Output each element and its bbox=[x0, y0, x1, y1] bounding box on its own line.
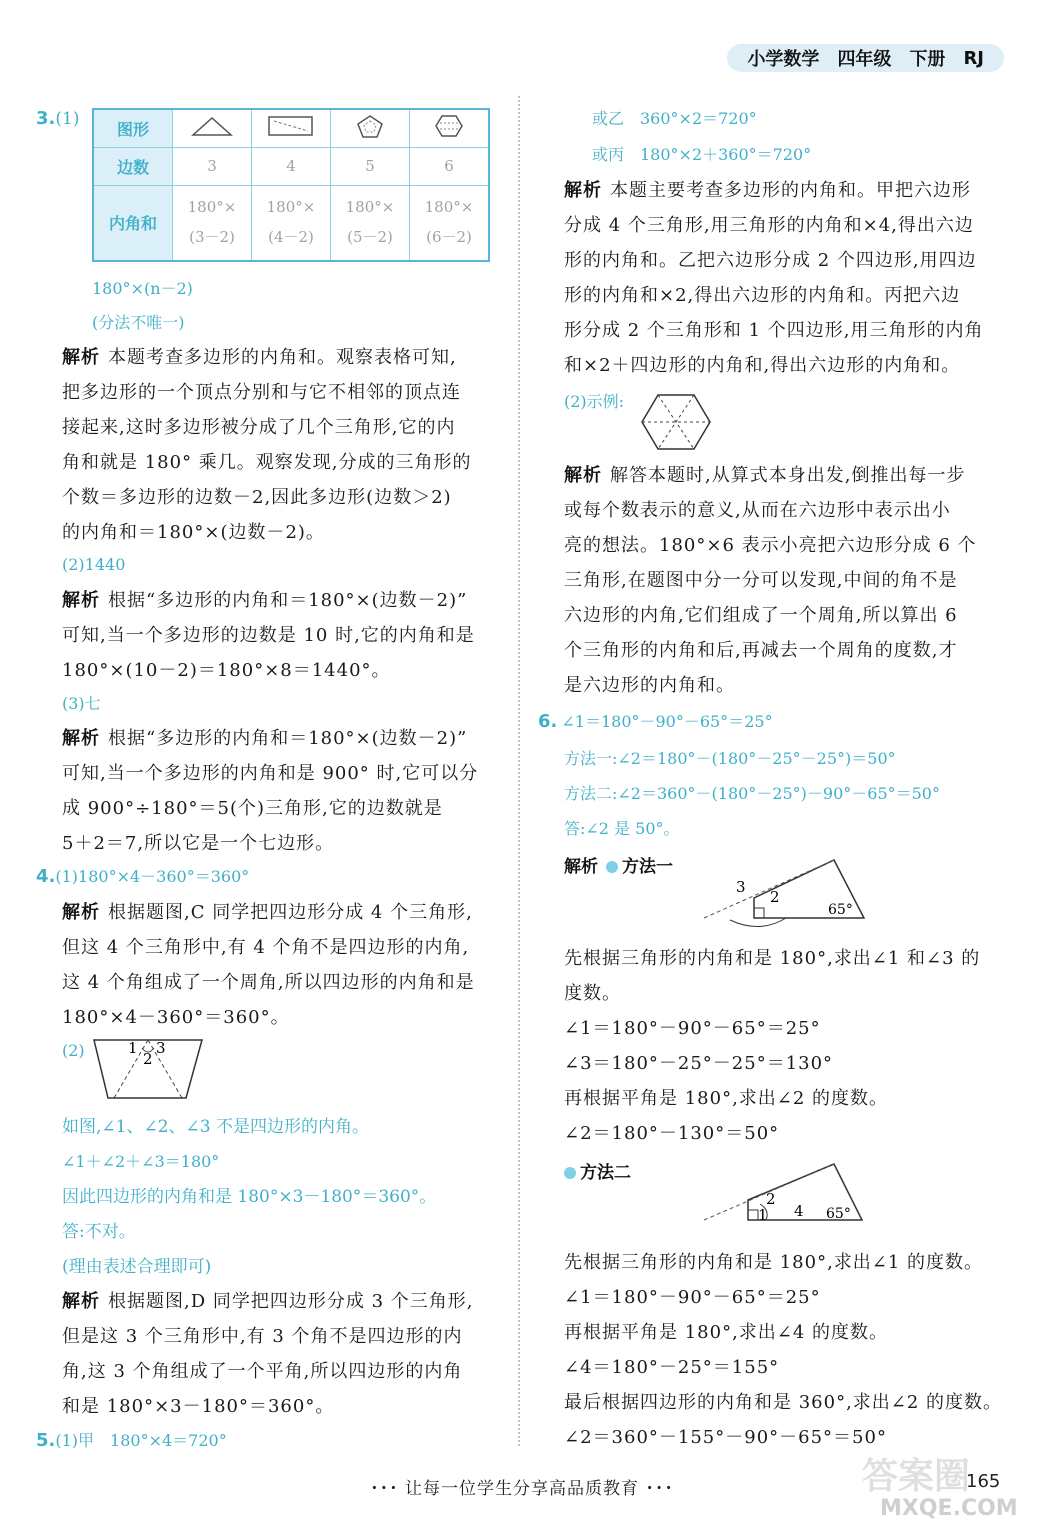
angle-label: 1 bbox=[758, 1206, 768, 1224]
method2-line: ∠1＝180°－90°－65°＝25° bbox=[564, 1287, 821, 1308]
analysis-line: 角,这 3 个角组成了一个平角,所以四边形的内角 bbox=[62, 1361, 463, 1382]
analysis-line: 解析 本题考查多边形的内角和。观察表格可知, bbox=[62, 347, 457, 368]
watermark-url: MXQE.COM bbox=[880, 1496, 1018, 1521]
analysis-line: 但是这 3 个三角形中,有 3 个角不是四边形的内 bbox=[62, 1326, 463, 1347]
analysis-line: 和是 180°×3－180°＝360°。 bbox=[62, 1396, 335, 1417]
row-label-shape: 图形 bbox=[93, 109, 173, 147]
analysis-line: 解析 根据“多边形的内角和＝180°×(边数－2)” bbox=[62, 728, 468, 749]
analysis-line: 成 900°÷180°＝5(个)三角形,它的边数就是 bbox=[62, 798, 443, 819]
method1-triangle-figure bbox=[700, 856, 870, 930]
method1-line: 先根据三角形的内角和是 180°,求出∠1 和∠3 的 bbox=[564, 948, 981, 969]
analysis-line: 可知,当一个多边形的边数是 10 时,它的内角和是 bbox=[62, 625, 475, 646]
analysis-line: 这 4 个角组成了一个周角,所以四边形的内角和是 bbox=[62, 972, 475, 993]
q5-answer-line: 或乙 360°×2＝720° bbox=[592, 109, 757, 128]
angle-sum-cell: 180°× (4－2) bbox=[252, 185, 331, 261]
analysis-line: 解析 根据题图,D 同学把四边形分成 3 个三角形, bbox=[62, 1291, 474, 1312]
trapezoid-figure bbox=[90, 1036, 210, 1104]
bullet-icon bbox=[564, 1167, 576, 1179]
analysis-line: 180°×4－360°＝360°。 bbox=[62, 1007, 290, 1028]
q6-method1-line: 方法一:∠2＝180°－(180°－25°－25°)＝50° bbox=[564, 749, 896, 768]
analysis-line: 形的内角和。乙把六边形分成 2 个四边形,用四边 bbox=[564, 250, 977, 271]
header-edition: RJ bbox=[963, 47, 984, 69]
hexagon-example-figure bbox=[640, 392, 712, 452]
angle-sum-cell: 180°× (6－2) bbox=[410, 185, 490, 261]
analysis-line: 解析 根据“多边形的内角和＝180°×(边数－2)” bbox=[62, 590, 468, 611]
header-grade: 四年级 bbox=[837, 49, 892, 70]
analysis-line: 形分成 2 个三角形和 1 个四边形,用三角形的内角 bbox=[564, 320, 984, 341]
q4-answer-line: 因此四边形的内角和是 180°×3－180°＝360°。 bbox=[62, 1187, 437, 1207]
analysis-line: 可知,当一个多边形的内角和是 900° 时,它可以分 bbox=[62, 763, 479, 784]
method2-line: 再根据平角是 180°,求出∠4 的度数。 bbox=[564, 1322, 889, 1343]
analysis-line: 个数＝多边形的边数－2,因此多边形(边数＞2) bbox=[62, 487, 452, 508]
angle-label: 3 bbox=[736, 878, 746, 896]
analysis-line: 是六边形的内角和。 bbox=[564, 675, 735, 696]
angle-label: 1 bbox=[128, 1039, 138, 1057]
analysis-line: 解析 根据题图,C 同学把四边形分成 4 个三角形, bbox=[62, 902, 473, 923]
method2-heading: 方法二 bbox=[564, 1162, 639, 1184]
sides-cell: 6 bbox=[410, 147, 490, 185]
method2-line: ∠2＝360°－155°－90°－65°＝50° bbox=[564, 1427, 887, 1448]
q6-heading: 6. ∠1＝180°－90°－65°＝25° bbox=[538, 711, 773, 732]
method1-line: ∠2＝180°－130°＝50° bbox=[564, 1123, 780, 1144]
analysis-line: 亮的想法。180°×6 表示小亮把六边形分成 6 个 bbox=[564, 535, 977, 556]
q4-answer-line: ∠1＋∠2＋∠3＝180° bbox=[62, 1152, 220, 1171]
method2-line: 先根据三角形的内角和是 180°,求出∠1 的度数。 bbox=[564, 1252, 984, 1273]
analysis-line: 和×2＋四边形的内角和,得出六边形的内角和。 bbox=[564, 355, 961, 376]
q5-heading: 5.(1)甲 180°×4＝720° bbox=[36, 1430, 227, 1451]
method1-heading: 解析 方法一 bbox=[564, 857, 673, 877]
q4-answer-line: 答:不对。 bbox=[62, 1222, 136, 1242]
analysis-line: 的内角和＝180°×(边数－2)。 bbox=[62, 522, 325, 543]
analysis-line: 但这 4 个三角形中,有 4 个角不是四边形的内角, bbox=[62, 937, 470, 958]
column-divider bbox=[518, 96, 520, 1446]
analysis-line: 180°×(10－2)＝180°×8＝1440°。 bbox=[62, 660, 391, 681]
method2-line: ∠4＝180°－25°＝155° bbox=[564, 1357, 780, 1378]
method2-triangle-figure bbox=[700, 1162, 870, 1230]
angle-label: 3 bbox=[156, 1039, 166, 1057]
angle-label: 2 bbox=[766, 1190, 776, 1208]
watermark-logo: 答案圈 bbox=[862, 1456, 971, 1497]
analysis-line: 解析 解答本题时,从算式本身出发,倒推出每一步 bbox=[564, 465, 966, 486]
analysis-line: 或每个数表示的意义,从而在六边形中表示出小 bbox=[564, 500, 951, 521]
q6-answer-line: 答:∠2 是 50°。 bbox=[564, 819, 680, 838]
analysis-line: 三角形,在题图中分一分可以发现,中间的角不是 bbox=[564, 570, 958, 591]
angle-label: 65° bbox=[826, 1206, 851, 1222]
q3-formula: 180°×(n－2) bbox=[92, 279, 193, 298]
q3-heading: 3.(1) bbox=[36, 108, 80, 129]
angle-label: 4 bbox=[794, 1202, 804, 1220]
analysis-line: 把多边形的一个顶点分别和与它不相邻的顶点连 bbox=[62, 382, 461, 403]
analysis-line: 5＋2＝7,所以它是一个七边形。 bbox=[62, 833, 335, 854]
method1-line: 再根据平角是 180°,求出∠2 的度数。 bbox=[564, 1088, 889, 1109]
angle-label: 2 bbox=[770, 888, 780, 906]
angle-sum-cell: 180°× (3－2) bbox=[173, 185, 252, 261]
analysis-line: 解析 本题主要考查多边形的内角和。甲把六边形 bbox=[564, 180, 971, 201]
quadrilateral-shape bbox=[252, 109, 331, 147]
method1-line: 度数。 bbox=[564, 983, 621, 1004]
row-label-angle-sum: 内角和 bbox=[93, 185, 173, 261]
analysis-line: 六边形的内角,它们组成了一个周角,所以算出 6 bbox=[564, 605, 958, 626]
polygon-table bbox=[92, 108, 490, 262]
page-header bbox=[727, 44, 1004, 72]
header-volume: 下册 bbox=[909, 49, 946, 70]
analysis-line: 角和就是 180° 乘几。观察发现,分成的三角形的 bbox=[62, 452, 472, 473]
bullet-icon bbox=[606, 861, 618, 873]
angle-label: 65° bbox=[828, 902, 853, 918]
method1-line: ∠3＝180°－25°－25°＝130° bbox=[564, 1053, 834, 1074]
header-subject: 小学数学 bbox=[747, 49, 820, 70]
q3-note: (分法不唯一) bbox=[92, 313, 185, 332]
q4-part2-label: (2) bbox=[62, 1041, 85, 1060]
q3-part2-answer: (2)1440 bbox=[62, 555, 126, 574]
q4-answer-line: 如图,∠1、∠2、∠3 不是四边形的内角。 bbox=[62, 1117, 369, 1137]
row-label-sides: 边数 bbox=[93, 147, 173, 185]
analysis-line: 接起来,这时多边形被分成了几个三角形,它的内 bbox=[62, 417, 456, 438]
pentagon-shape bbox=[331, 109, 410, 147]
analysis-line: 个三角形的内角和后,再减去一个周角的度数,才 bbox=[564, 640, 958, 661]
sides-cell: 5 bbox=[331, 147, 410, 185]
analysis-line: 形的内角和×2,得出六边形的内角和。丙把六边 bbox=[564, 285, 961, 306]
q5-answer-line: 或丙 180°×2＋360°＝720° bbox=[592, 145, 812, 164]
method1-line: ∠1＝180°－90°－65°＝25° bbox=[564, 1018, 821, 1039]
angle-sum-cell: 180°× (5－2) bbox=[331, 185, 410, 261]
q5-part2-label: (2)示例: bbox=[564, 392, 625, 411]
analysis-line: 分成 4 个三角形,用三角形的内角和×4,得出六边 bbox=[564, 215, 974, 236]
triangle-shape bbox=[173, 109, 252, 147]
angle-label: 2 bbox=[143, 1050, 153, 1068]
method2-line: 最后根据四边形的内角和是 360°,求出∠2 的度数。 bbox=[564, 1392, 1003, 1413]
sides-cell: 4 bbox=[252, 147, 331, 185]
footer-slogan: ･･･ 让每一位学生分享高品质教育 ･･･ bbox=[370, 1479, 674, 1499]
q4-answer-note: (理由表述合理即可) bbox=[62, 1257, 212, 1277]
q4-heading: 4.(1)180°×4－360°＝360° bbox=[36, 866, 250, 887]
q3-part3-answer: (3)七 bbox=[62, 694, 101, 713]
q6-method2-line: 方法二:∠2＝360°－(180°－25°)－90°－65°＝50° bbox=[564, 784, 940, 803]
hexagon-shape bbox=[410, 109, 490, 147]
page-number: 165 bbox=[966, 1471, 1001, 1492]
sides-cell: 3 bbox=[173, 147, 252, 185]
